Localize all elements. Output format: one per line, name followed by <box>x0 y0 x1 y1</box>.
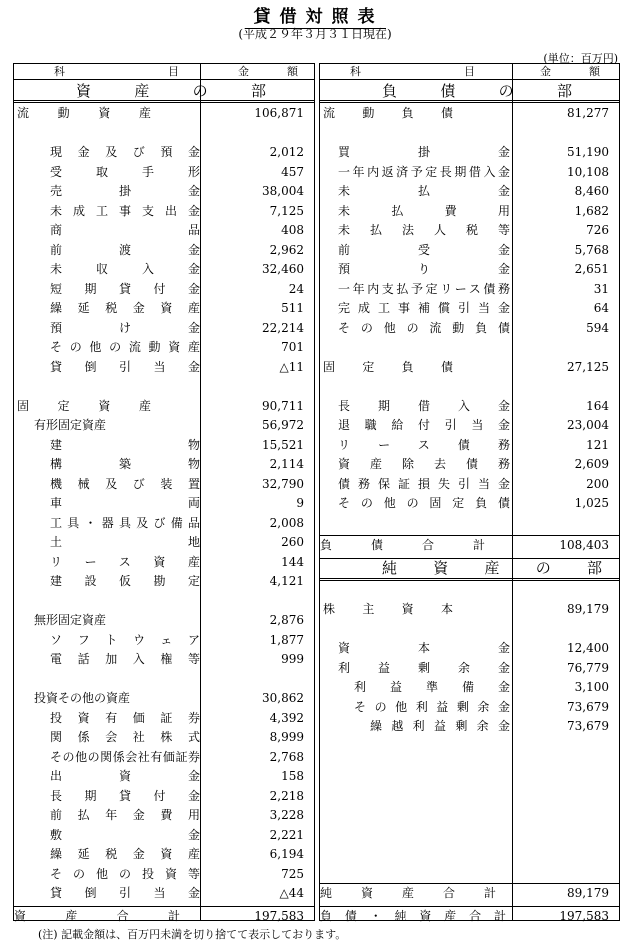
row-value: 260 <box>281 535 304 549</box>
row-label: 未払法人税等 <box>338 223 510 237</box>
row-value: 457 <box>281 164 304 179</box>
liability-row <box>320 182 619 202</box>
row-label: 有形固定資産 <box>34 418 107 432</box>
row-label: 長期貸付金 <box>50 788 200 803</box>
row-value: 10,108 <box>567 164 609 179</box>
row-value: 8,999 <box>269 730 304 744</box>
row-label: その他の流動負債 <box>338 320 510 335</box>
row-value: 2,609 <box>574 457 609 471</box>
liability-row <box>320 104 619 124</box>
assets-total-row <box>14 907 314 927</box>
row-value: 2,012 <box>269 145 304 159</box>
row-value: 6,194 <box>269 847 304 861</box>
net-asset-row <box>320 698 619 718</box>
asset-row <box>14 709 314 729</box>
liability-row <box>320 280 619 300</box>
row-value: 9 <box>296 496 304 510</box>
row-label: 投資その他の資産 <box>34 691 131 705</box>
row-label: その他の関係会社有価証券 <box>50 749 200 764</box>
net-asset-row <box>320 678 619 698</box>
row-label: 未成工事支出金 <box>50 203 200 218</box>
net-asset-row <box>320 717 619 737</box>
row-label: その他の固定負債 <box>338 496 510 510</box>
header-subject: 科 目 <box>350 65 475 78</box>
assets-section-title: 資産の部 <box>76 82 266 100</box>
row-value: 1,877 <box>269 632 304 647</box>
net-asset-row <box>320 659 619 679</box>
liability-row <box>320 319 619 339</box>
row-label: 売掛金 <box>50 184 200 198</box>
asset-row <box>14 826 314 846</box>
liabilities-section-title: 負債の部 <box>382 82 572 100</box>
row-value: 1,025 <box>574 496 609 510</box>
row-value: 81,277 <box>567 106 609 120</box>
asset-row <box>14 397 314 417</box>
row-value: 108,403 <box>559 538 609 552</box>
row-label: 未収入金 <box>50 262 200 276</box>
row-label: 車両 <box>50 496 200 510</box>
row-value: 76,779 <box>567 660 609 675</box>
liabilities-column <box>319 63 620 921</box>
row-label: 長期借入金 <box>338 398 510 413</box>
net-assets-total-row <box>320 884 619 904</box>
liability-row <box>320 260 619 280</box>
row-value: 594 <box>586 320 609 335</box>
row-value: 30,862 <box>262 691 304 705</box>
row-label: 退職給付引当金 <box>338 418 510 432</box>
row-value: 73,679 <box>567 719 609 733</box>
row-label: 流動資産 <box>17 106 151 120</box>
net-asset-row <box>320 639 619 659</box>
row-label: リース資産 <box>50 554 200 569</box>
row-value: 32,790 <box>262 476 304 491</box>
row-label: 商品 <box>50 223 200 237</box>
liability-row <box>320 436 619 456</box>
row-label: 短期貸付金 <box>50 281 200 296</box>
asset-row <box>14 533 314 553</box>
row-value: 24 <box>288 281 304 296</box>
liability-row <box>320 377 619 397</box>
row-value: 15,521 <box>262 437 304 452</box>
asset-row <box>14 494 314 514</box>
liability-row <box>320 455 619 475</box>
liability-row <box>320 143 619 163</box>
row-label: 利益剰余金 <box>338 660 510 675</box>
row-value: 197,583 <box>254 908 304 923</box>
row-label: 一年内返済予定長期借入金 <box>338 164 510 179</box>
asset-row <box>14 299 314 319</box>
row-label: 構築物 <box>50 457 200 471</box>
row-value: 64 <box>593 301 609 315</box>
row-label: 一年内支払予定リース債務 <box>338 281 510 296</box>
row-label: 資産合計 <box>14 908 180 923</box>
row-value: 121 <box>586 437 609 452</box>
row-value: 701 <box>281 340 304 354</box>
liability-row <box>320 358 619 378</box>
row-value: 1,682 <box>574 203 609 218</box>
header-amount: 金 額 <box>540 65 600 78</box>
asset-row <box>14 572 314 592</box>
asset-row <box>14 475 314 495</box>
row-label: 機械及び装置 <box>50 476 200 491</box>
row-value: 999 <box>281 652 304 666</box>
asset-row <box>14 631 314 651</box>
balance-sheet <box>13 63 620 921</box>
row-label: 建物 <box>50 437 200 452</box>
row-label: 貸倒引当金 <box>50 359 200 374</box>
asset-row <box>14 553 314 573</box>
row-value: 2,651 <box>574 262 609 276</box>
row-value: 8,460 <box>574 184 609 198</box>
row-label: その他の流動資産 <box>50 340 200 354</box>
row-value: 511 <box>281 301 304 315</box>
row-label: 関係会社株式 <box>50 730 200 744</box>
asset-row <box>14 319 314 339</box>
row-label: その他の投資等 <box>50 866 200 881</box>
liability-row <box>320 241 619 261</box>
row-label: 繰延税金資産 <box>50 301 200 315</box>
liability-row <box>320 338 619 358</box>
row-value: 4,121 <box>269 574 304 588</box>
row-label: 資本金 <box>338 641 510 655</box>
row-label: 敷金 <box>50 827 200 842</box>
liability-row <box>320 124 619 144</box>
asset-row <box>14 280 314 300</box>
row-value: 3,100 <box>574 680 609 694</box>
row-label: 資産除去債務 <box>338 457 510 471</box>
row-value: 164 <box>586 398 609 413</box>
asset-row <box>14 611 314 631</box>
row-value: 158 <box>281 769 304 783</box>
asset-row <box>14 650 314 670</box>
row-label: 工具・器具及び備品 <box>50 515 200 530</box>
liabilities-header <box>320 64 619 79</box>
row-value: 23,004 <box>567 418 609 432</box>
header-amount: 金 額 <box>238 65 298 78</box>
liability-row <box>320 221 619 241</box>
row-value: 38,004 <box>262 184 304 198</box>
asset-row <box>14 143 314 163</box>
row-label: 電話加入権等 <box>50 652 200 666</box>
net-asset-row <box>320 581 619 601</box>
row-label: 土地 <box>50 535 200 549</box>
row-label: 負債合計 <box>320 538 485 552</box>
row-label: 固定資産 <box>17 398 151 413</box>
asset-row <box>14 202 314 222</box>
row-label: 預け金 <box>50 320 200 335</box>
header-subject: 科 目 <box>54 65 179 78</box>
row-label: 受取手形 <box>50 164 200 179</box>
row-value: 89,179 <box>567 886 609 900</box>
row-value: 106,871 <box>254 106 304 120</box>
row-label: 完成工事補償引当金 <box>338 301 510 315</box>
asset-row <box>14 104 314 124</box>
row-value: △11 <box>279 359 304 374</box>
row-label: 預り金 <box>338 262 510 276</box>
row-value: 89,179 <box>567 602 609 616</box>
asset-row <box>14 455 314 475</box>
row-value: 5,768 <box>574 242 609 257</box>
row-value: 726 <box>586 223 609 237</box>
liability-row <box>320 416 619 436</box>
net-assets-section-title: 純資産の部 <box>382 558 602 577</box>
net-asset-row <box>320 600 619 620</box>
asset-row <box>14 221 314 241</box>
row-value: 2,008 <box>269 515 304 530</box>
asset-row <box>14 358 314 378</box>
row-label: 未払費用 <box>338 203 510 218</box>
row-label: 負債・純資産合計 <box>320 908 506 923</box>
row-value: 73,679 <box>567 699 609 714</box>
row-label: 出資金 <box>50 769 200 783</box>
liability-row <box>320 494 619 514</box>
asset-row <box>14 748 314 768</box>
liabilities-total-row <box>320 536 619 556</box>
liability-row <box>320 397 619 417</box>
row-value: 90,711 <box>262 398 304 413</box>
liability-row <box>320 299 619 319</box>
row-value: 56,972 <box>262 418 304 432</box>
row-value: 22,214 <box>262 320 304 335</box>
asset-row <box>14 241 314 261</box>
row-label: 繰延税金資産 <box>50 847 200 861</box>
row-value: 2,876 <box>269 613 304 627</box>
row-value: 725 <box>281 866 304 881</box>
row-label: 現金及び預金 <box>50 145 200 159</box>
asset-row <box>14 124 314 144</box>
assets-column <box>13 63 315 921</box>
asset-row <box>14 260 314 280</box>
footnote: (注) 記載金額は、百万円未満を切り捨てて表示しております。 <box>38 928 347 941</box>
row-label: 純資産合計 <box>320 886 496 900</box>
row-value: 12,400 <box>567 641 609 655</box>
assets-header <box>14 64 314 79</box>
row-value: 144 <box>281 554 304 569</box>
row-label: 投資有価証券 <box>50 710 200 725</box>
unit-note: (単位：百万円) <box>543 52 618 65</box>
row-value: 3,228 <box>269 808 304 822</box>
asset-row <box>14 592 314 612</box>
row-label: 貸倒引当金 <box>50 886 200 900</box>
asset-row <box>14 514 314 534</box>
row-label: 債務保証損失引当金 <box>338 476 510 491</box>
asset-row <box>14 884 314 904</box>
row-label: 買掛金 <box>338 145 510 159</box>
row-value: 200 <box>586 476 609 491</box>
row-label: ソフトウェア <box>50 632 200 647</box>
row-value: 2,218 <box>269 788 304 803</box>
row-label: リース債務 <box>338 437 510 452</box>
row-label: 建設仮勘定 <box>50 574 200 588</box>
asset-row <box>14 338 314 358</box>
net-asset-row <box>320 620 619 640</box>
asset-row <box>14 767 314 787</box>
row-value: 32,460 <box>262 262 304 276</box>
row-value: 7,125 <box>269 203 304 218</box>
row-value: 197,583 <box>559 908 609 923</box>
liability-row <box>320 475 619 495</box>
row-value: 4,392 <box>269 710 304 725</box>
row-value: 31 <box>593 281 609 296</box>
row-value: △44 <box>279 886 304 900</box>
row-label: 前払年金費用 <box>50 808 200 822</box>
row-value: 27,125 <box>567 359 609 374</box>
row-value: 2,962 <box>269 242 304 257</box>
asset-row <box>14 845 314 865</box>
row-label: 流動負債 <box>323 106 453 120</box>
asset-row <box>14 670 314 690</box>
asset-row <box>14 377 314 397</box>
row-label: その他利益剰余金 <box>354 699 510 714</box>
grand-total-row <box>320 907 619 927</box>
asset-row <box>14 416 314 436</box>
document-subtitle: (平成２９年３月３１日現在) <box>238 27 392 41</box>
asset-row <box>14 182 314 202</box>
row-value: 408 <box>281 223 304 237</box>
asset-row <box>14 163 314 183</box>
liability-row <box>320 163 619 183</box>
asset-row <box>14 787 314 807</box>
asset-row <box>14 806 314 826</box>
asset-row <box>14 865 314 885</box>
row-value: 2,114 <box>269 457 304 471</box>
row-label: 未払金 <box>338 184 510 198</box>
asset-row <box>14 728 314 748</box>
asset-row <box>14 689 314 709</box>
asset-row <box>14 436 314 456</box>
row-label: 繰越利益剰余金 <box>370 719 510 733</box>
row-value: 2,221 <box>269 827 304 842</box>
row-label: 固定負債 <box>323 359 453 374</box>
row-label: 株主資本 <box>323 602 453 616</box>
row-label: 前渡金 <box>50 242 200 257</box>
row-label: 無形固定資産 <box>34 613 107 627</box>
liability-row <box>320 202 619 222</box>
row-value: 2,768 <box>269 749 304 764</box>
row-label: 利益準備金 <box>354 680 510 694</box>
document-title: 貸借対照表 <box>0 2 630 27</box>
row-label: 前受金 <box>338 242 510 257</box>
row-value: 51,190 <box>567 145 609 159</box>
